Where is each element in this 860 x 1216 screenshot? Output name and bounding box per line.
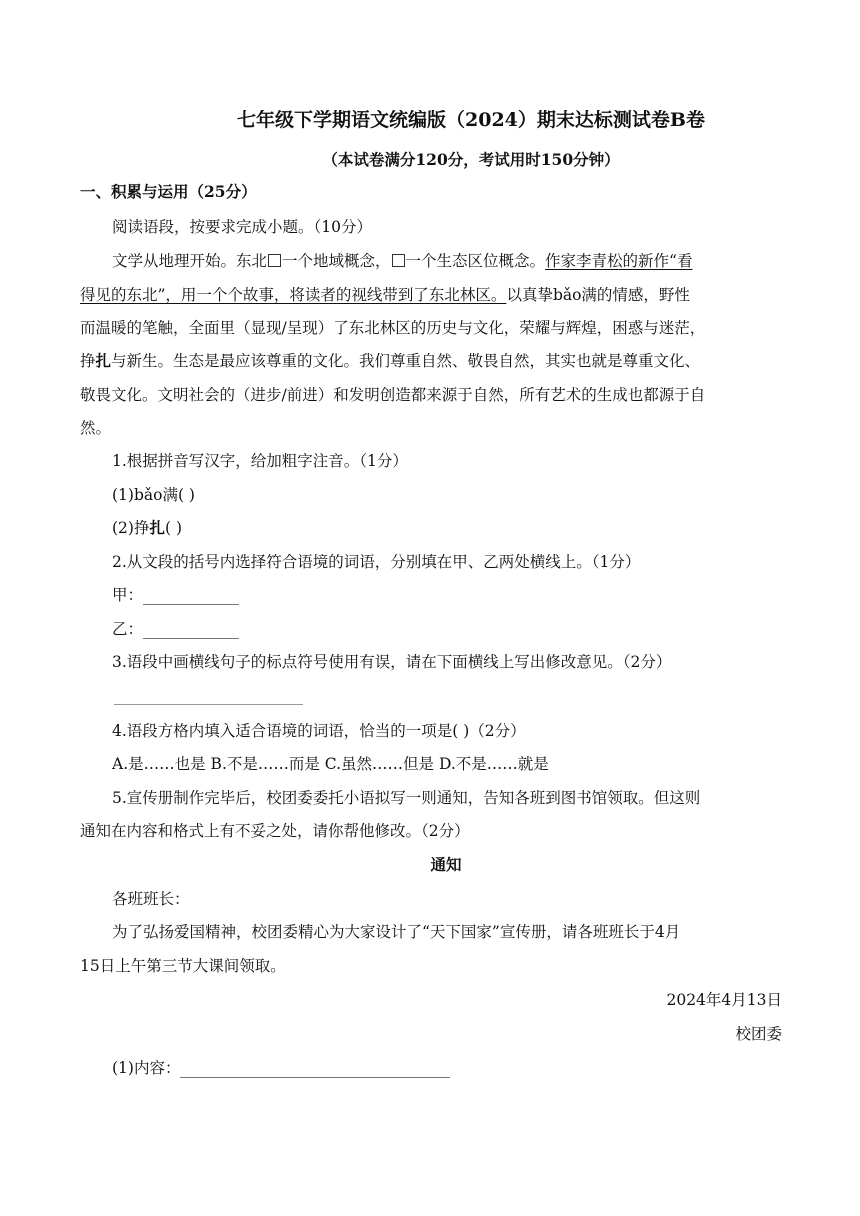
notice-greeting: 各班班长： [112,890,190,908]
bold-character: 扎 [95,351,112,370]
question-4-options: A.是……也是 B.不是……而是 C.虽然……但是 D.不是……就是 [112,755,549,773]
bold-character: 扎 [149,518,165,537]
passage-line-6: 然。 [80,419,112,437]
yi-label: 乙： [112,620,144,638]
content-answer-blank[interactable] [180,1061,450,1078]
question-3: 3.语段中画横线句子的标点符号使用有误，请在下面横线上写出修改意见。（2分） [112,653,672,671]
question-1-part-1: (1)bǎo满( ) [112,486,195,504]
jia-answer-blank[interactable] [143,588,239,605]
question-1: 1.根据拼音写汉字，给加粗字注音。（1分） [112,452,408,470]
notice-body-line-1: 为了弘扬爱国精神，校团委精心为大家设计了“天下国家”宣传册，请各班班长于4月 [112,923,681,941]
passage-text: 以真挚bǎo满的情感，野性 [506,286,690,304]
passage-text: 一个生态区位概念。 [405,252,546,270]
section-heading: 一、积累与运用（25分） [80,182,257,201]
answer-box-2[interactable] [392,254,405,267]
answer-box-1[interactable] [268,254,281,267]
question-text: (2)挣 [112,519,150,537]
question-5-cont: 通知在内容和格式上有不妥之处，请你帮他修改。（2分） [80,822,470,840]
content-label: (1)内容： [112,1059,181,1077]
notice-date: 2024年4月13日 [666,991,782,1009]
question-2-jia [112,585,782,605]
passage-text: 与新生。生态是最应该尊重的文化。我们尊重自然、敬畏自然，其实也就是尊重文化、 [111,352,701,370]
passage-text: 文学从地理开始。东北 [112,252,268,270]
question-2-yi [112,619,782,639]
question-2: 2.从文段的括号内选择符合语境的词语，分别填在甲、乙两处横线上。（1分） [112,553,641,571]
passage-line-4 [80,351,782,371]
passage-text: 一个地域概念， [282,252,391,270]
question-4: 4.语段方格内填入适合语境的词语，恰当的一项是( )（2分） [112,722,526,740]
underlined-sentence: 作家李青松的新作“看 [545,252,693,270]
passage-line-3: 而温暖的笔触，全面里（显现/呈现）了东北林区的历史与文化，荣耀与辉煌，困惑与迷茫， [80,319,706,337]
reading-instruction: 阅读语段，按要求完成小题。（10分） [112,218,372,236]
notice-signer: 校团委 [735,1025,782,1043]
question-1-part-2 [112,518,782,538]
yi-answer-blank[interactable] [143,622,239,639]
page-subtitle: （本试卷满分120分，考试用时150分钟） [322,150,620,169]
notice-title: 通知 [430,855,462,874]
passage-line-2 [80,285,782,305]
page-title: 七年级下学期语文统编版（2024）期末达标测试卷B卷 [237,110,705,130]
question-5-part-1 [112,1058,782,1078]
notice-body-line-2: 15日上午第三节大课间领取。 [80,957,286,975]
underlined-sentence: 得见的东北”，用一个个故事，将读者的视线带到了东北林区。 [80,286,507,304]
answer-parentheses[interactable]: ( ) [164,519,183,537]
question-3-answer-line[interactable] [114,704,303,705]
jia-label: 甲： [112,586,144,604]
passage-text: 挣 [80,352,96,370]
passage-line-1 [112,251,782,271]
passage-line-5: 敬畏文化。文明社会的（进步/前进）和发明创造都来源于自然，所有艺术的生成也都源于自 [80,386,706,404]
question-5: 5.宣传册制作完毕后，校团委委托小语拟写一则通知，告知各班到图书馆领取。但这则 [112,789,701,807]
